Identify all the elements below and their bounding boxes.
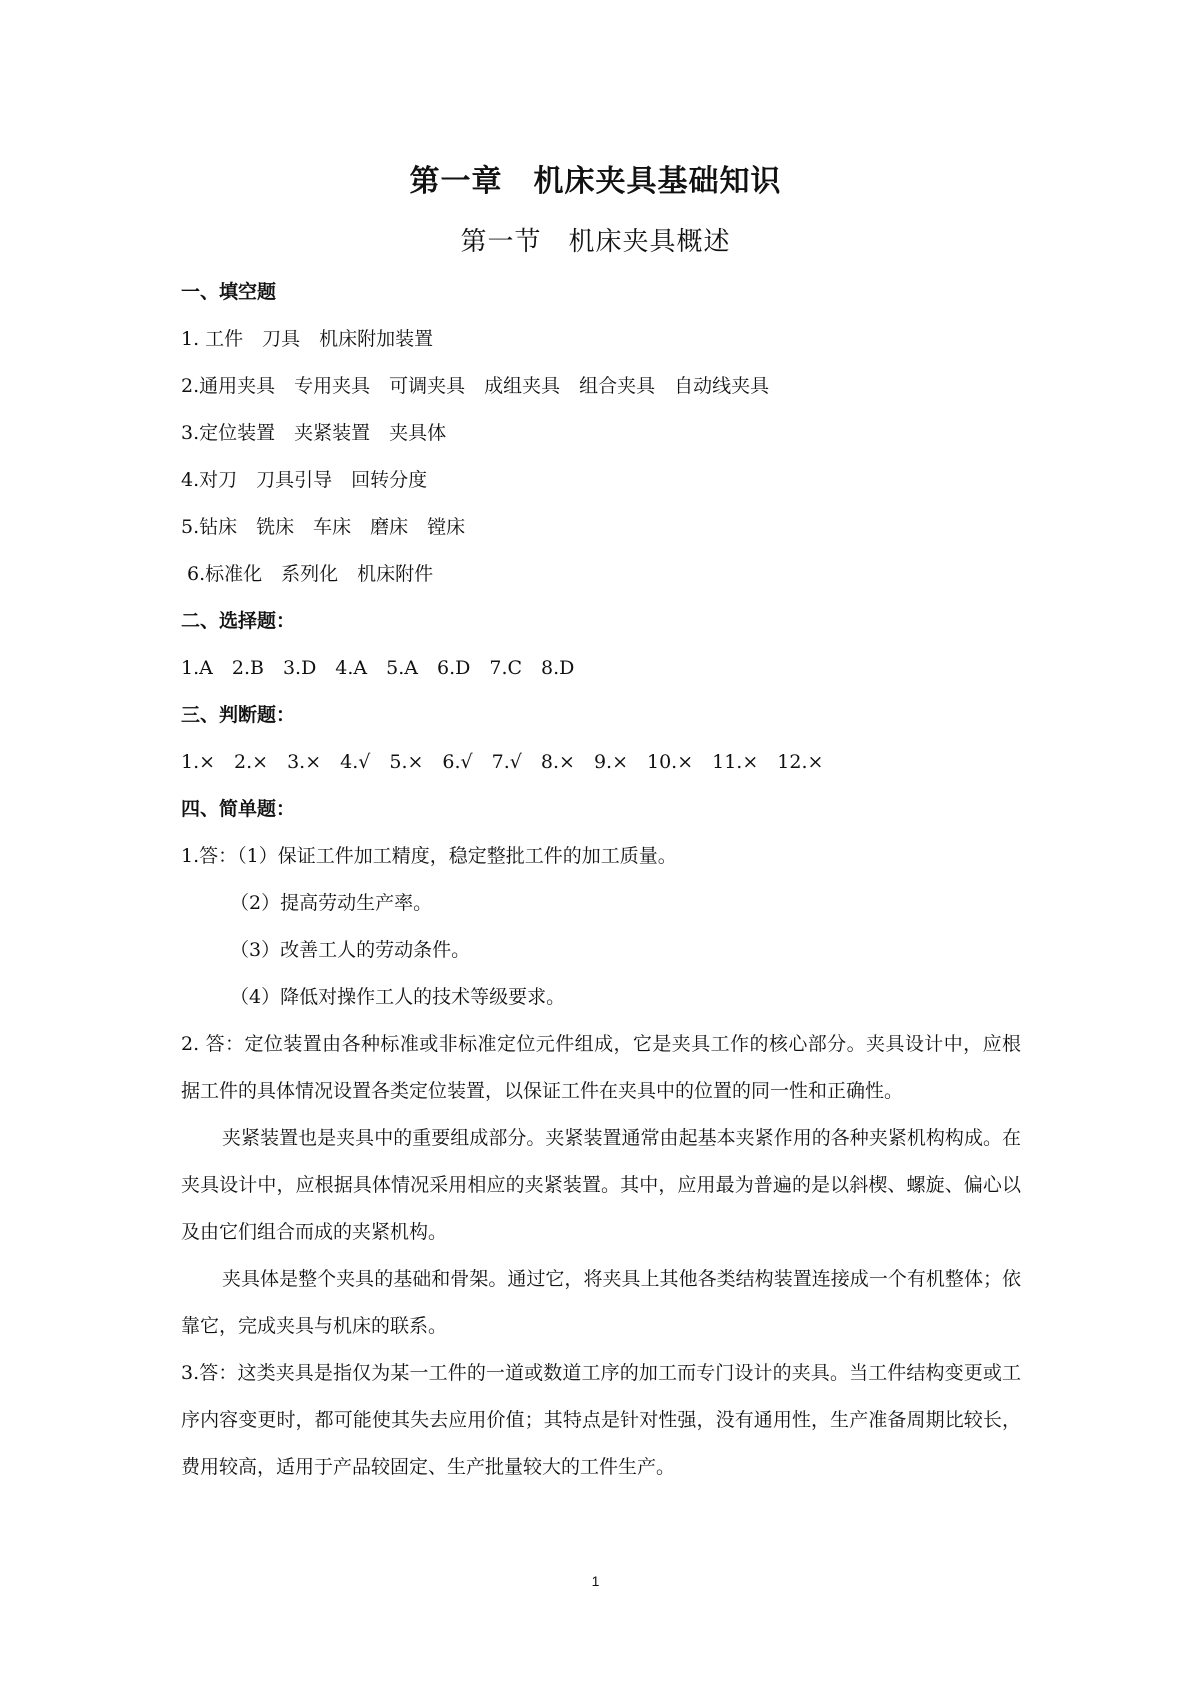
short-answer-heading: 四、简单题： — [181, 798, 296, 820]
choice-heading: 二、选择题： — [181, 610, 296, 632]
q1-answer-line-2: （2）提高劳动生产率。 — [230, 892, 433, 914]
fill-blank-item-2: 2.通用夹具 专用夹具 可调夹具 成组夹具 组合夹具 自动线夹具 — [181, 375, 770, 397]
fill-blank-heading: 一、填空题 — [181, 281, 277, 303]
q1-answer-line-3: （3）改善工人的劳动条件。 — [230, 939, 471, 961]
choice-answers: 1.A 2.B 3.D 4.A 5.A 6.D 7.C 8.D — [181, 657, 575, 679]
judgment-answers: 1.× 2.× 3.× 4.√ 5.× 6.√ 7.√ 8.× 9.× 10.× 11.× 12.× — [181, 751, 824, 773]
chapter-title: 第一章 机床夹具基础知识 — [409, 164, 782, 199]
fill-blank-item-5: 5.钻床 铣床 车床 磨床 镗床 — [181, 516, 466, 538]
page-content — [181, 277, 1021, 1491]
fill-blank-item-6: 6.标准化 系列化 机床附件 — [187, 563, 434, 585]
q1-answer-line-1: 1.答：（1）保证工件加工精度，稳定整批工件的加工质量。 — [181, 845, 677, 867]
q2-paragraph-1: 2. 答：定位装置由各种标准或非标准定位元件组成，它是夹具工作的核心部分。夹具设计中，应根据工件的具体情况设置各类定位装置，以保证工件在夹具中的位置的同一性和正确性。 — [181, 1033, 1021, 1102]
judgment-heading: 三、判断题： — [181, 704, 296, 726]
q2-paragraph-3: 夹具体是整个夹具的基础和骨架。通过它，将夹具上其他各类结构装置连接成一个有机整体；依靠它，完成夹具与机床的联系。 — [181, 1268, 1021, 1337]
q3-paragraph-1: 3.答：这类夹具是指仅为某一工件的一道或数道工序的加工而专门设计的夹具。当工件结构变更或工序内容变更时，都可能使其失去应用价值；其特点是针对性强，没有通用性，生产准备周期比较长，费用较高，适用于产品较固定、生产批量较大的工件生产。 — [181, 1362, 1021, 1478]
q1-answer-line-4: （4）降低对操作工人的技术等级要求。 — [230, 986, 566, 1008]
fill-blank-item-4: 4.对刀 刀具引导 回转分度 — [181, 469, 428, 491]
section-title: 第一节 机床夹具概述 — [460, 227, 731, 257]
q2-paragraph-2: 夹紧装置也是夹具中的重要组成部分。夹紧装置通常由起基本夹紧作用的各种夹紧机构构成。在夹具设计中，应根据具体情况采用相应的夹紧装置。其中，应用最为普遍的是以斜楔、螺旋、偏心以及由它们组合而成的夹紧机构。 — [181, 1127, 1021, 1243]
q2-answer — [181, 1021, 1021, 1491]
fill-blank-item-1: 1. 工件 刀具 机床附加装置 — [181, 328, 434, 350]
fill-blank-item-3: 3.定位装置 夹紧装置 夹具体 — [181, 422, 447, 444]
page-number: 1 — [591, 1573, 600, 1589]
